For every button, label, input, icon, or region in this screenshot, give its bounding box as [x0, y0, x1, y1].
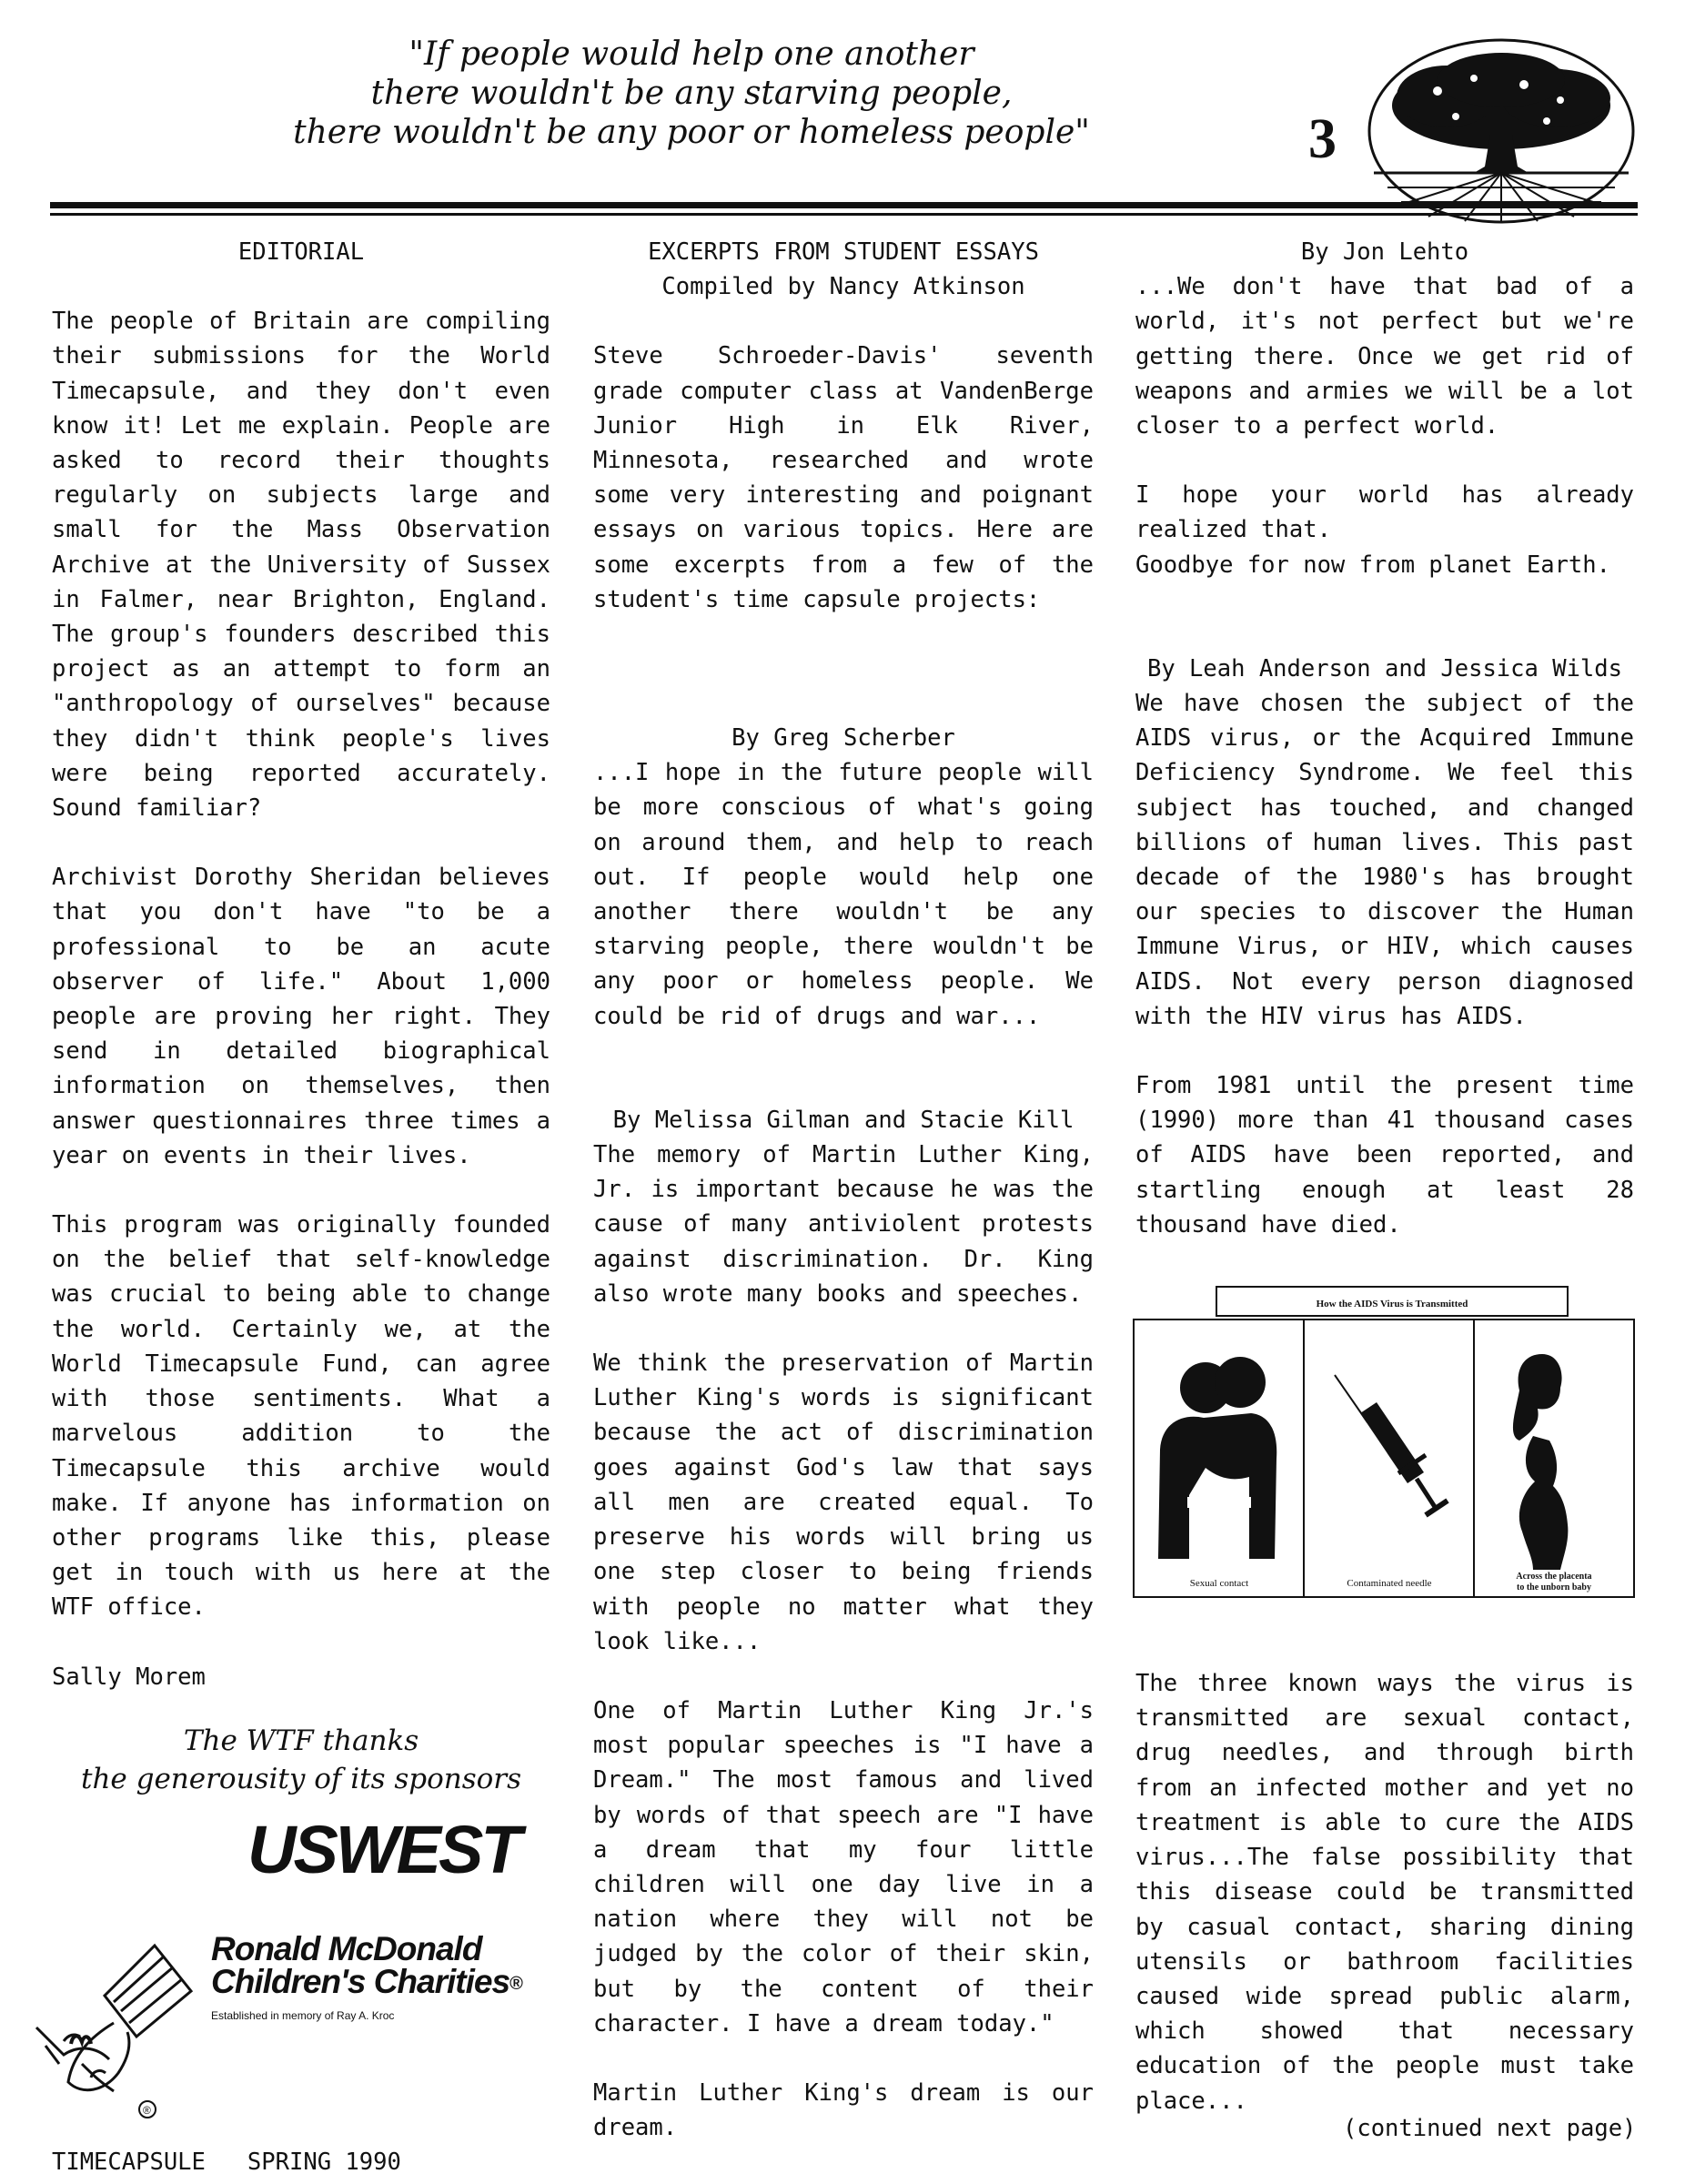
editorial-paragraph-3: This program was originally founded on the belief that self-knowledge was crucial to being able to change the world. Certainly we, at the World Timecapsule Fund, can agree with those sentiments. What a marvelous addition to the Timecapsule this archive would make. If anyone has information on other programs like this, please get in touch with us here at the WTF office.	[52, 1211, 550, 1622]
lehto-paragraph-3: Goodbye for now from planet Earth.	[1135, 551, 1610, 579]
rmhc-logo	[211, 1930, 522, 2023]
thanks-line-2: the generousity of its sponsors	[80, 1762, 522, 1795]
gilman-byline: By Melissa Gilman and Stacie Kill	[612, 1106, 1075, 1134]
gilman-paragraph-2: We think the preservation of Martin Luther King's words is significant because the act of discrimination goes against God's law that says all men are created equal. To preserve his words will bring us one step closer to being friends with people no matter what they look like...	[593, 1350, 1094, 1655]
rmhc-name-line-2-text: Children's Charities	[211, 1963, 510, 2000]
editorial-signature: Sally Morem	[52, 1663, 206, 1691]
editorial-paragraph-2: Archivist Dorothy Sheridan believes that you don't have "to be a professional to be an acute observer of life." About 1,000 people are proving her right. They send in detailed biographical information on themselves, then answer questionnaires three times a year on events in their lives.	[52, 864, 550, 1169]
page-number: 3	[1308, 108, 1337, 170]
tree-logo-icon	[1365, 35, 1638, 228]
scherber-byline: By Greg Scherber	[732, 724, 955, 753]
lehto-paragraph-1: ...We don't have that bad of a world, it's not perfect but we're getting there. Once we get rid of weapons and armies we will be a lot closer to a perfect world.	[1135, 273, 1634, 440]
hands-registered-mark: ®	[143, 2104, 151, 2117]
editorial-column	[52, 235, 550, 1798]
header-rule-thin	[50, 213, 1638, 216]
essays-column-right	[1135, 235, 1634, 2118]
header-quote	[273, 35, 1110, 152]
quote-line-1: "If people would help one another	[409, 35, 974, 73]
panel-2-caption: Contaminated needle	[1347, 1578, 1432, 1589]
anderson-paragraph-1: We have chosen the subject of the AIDS virus, or the Acquired Immune Deficiency Syndrome. We feel this subject has touched, and changed billions of human lives. This past decade of the 1980's has brought our species to discover the Human Immune Virus, or HIV, which causes AIDS. Not every person diagnosed with the HIV virus has AIDS.	[1135, 690, 1634, 1030]
panel-3-caption-line-1: Across the placenta	[1516, 1572, 1592, 1582]
editorial-heading: EDITORIAL	[237, 238, 365, 266]
figure-title: How the AIDS Virus is Transmitted	[1316, 1299, 1468, 1309]
uswest-logo: USWEST	[247, 1812, 520, 1887]
thanks-line-1: The WTF thanks	[183, 1724, 419, 1757]
header-rule-thick	[50, 202, 1638, 208]
rmhc-name-line-1: Ronald McDonald	[211, 1930, 482, 1967]
continued-notice: (continued next page)	[1343, 2115, 1637, 2142]
sponsor-thanks	[52, 1722, 550, 1798]
lehto-paragraph-2: I hope your world has already realized that.	[1135, 481, 1634, 544]
rmhc-tagline: Established in memory of Ray A. Kroc	[211, 2009, 395, 2023]
gilman-paragraph-1: The memory of Martin Luther King, Jr. is important because he was the cause of many antiviolent protests against discrimination. Dr. King also wrote many books and speeches.	[593, 1141, 1094, 1308]
panel-3-caption-line-2: to the unborn baby	[1517, 1582, 1591, 1592]
gilman-paragraph-4: Martin Luther King's dream is our dream.	[593, 2078, 1094, 2142]
lehto-byline: By Jon Lehto	[1300, 238, 1469, 266]
publication-footer: TIMECAPSULE SPRING 1990	[52, 2149, 401, 2176]
anderson-paragraph-2: From 1981 until the present time (1990) more than 41 thousand cases of AIDS have been reported, and startling enough at least 28 thousand have died.	[1135, 1072, 1634, 1239]
anderson-paragraph-3: The three known ways the virus is transmitted are sexual contact, drug needles, and through birth from an infected mother and yet no treatment is able to cure the AIDS virus...The false possibility that this disease could be transmitted by casual contact, sharing dining utensils or bathroom facilities caused wide spread public alarm, which showed that necessary education of the people must take place...	[1135, 1670, 1634, 2115]
aids-transmission-figure	[1133, 1286, 1635, 1599]
rmhc-hands-icon	[27, 1936, 200, 2118]
gilman-paragraph-3: One of Martin Luther King Jr.'s most popular speeches is "I have a Dream." The most famous and lived by words of that speech are "I have a dream that my four little children will one day live in a nation where they will not be judged by the color of their skin, but by the content of their character. I have a dream today."	[593, 1696, 1094, 2037]
rmhc-registered-mark: ®	[510, 1974, 522, 1995]
anderson-byline: By Leah Anderson and Jessica Wilds	[1147, 654, 1622, 682]
scherber-text: ...I hope in the future people will be more conscious of what's going on around them, and help to reach out. If people would help one another there wouldn't be any starving people, there wouldn't be any poor or homeless people. We could be rid of drugs and war...	[593, 759, 1094, 1030]
quote-line-3: there wouldn't be any poor or homeless people"	[293, 114, 1090, 151]
essays-column	[593, 235, 1094, 2145]
panel-1-caption: Sexual contact	[1189, 1578, 1249, 1589]
essays-heading: EXCERPTS FROM STUDENT ESSAYS	[648, 238, 1039, 266]
rmhc-name-line-2	[211, 1963, 522, 2000]
essays-compiled-by: Compiled by Nancy Atkinson	[661, 273, 1025, 301]
editorial-paragraph-1: The people of Britain are compiling their submissions for the World Timecapsule, and they don't even know it! Let me explain. People are asked to record their thoughts regularly on subjects large and small for the Mass Observation Archive at the University of Sussex in Falmer, near Brighton, England. The group's founders described this project as an attempt to form an "anthropology of ourselves" because they didn't think people's lives were being reported accurately. Sound familiar?	[52, 308, 550, 823]
quote-line-2: there wouldn't be any starving people,	[370, 75, 1013, 112]
essays-intro: Steve Schroeder-Davis' seventh grade computer class at VandenBerge Junior High in Elk River, Minnesota, researched and wrote some very interesting and poignant essays on various topics. Here are some excerpts from a few of the student's time capsule projects:	[593, 342, 1094, 613]
